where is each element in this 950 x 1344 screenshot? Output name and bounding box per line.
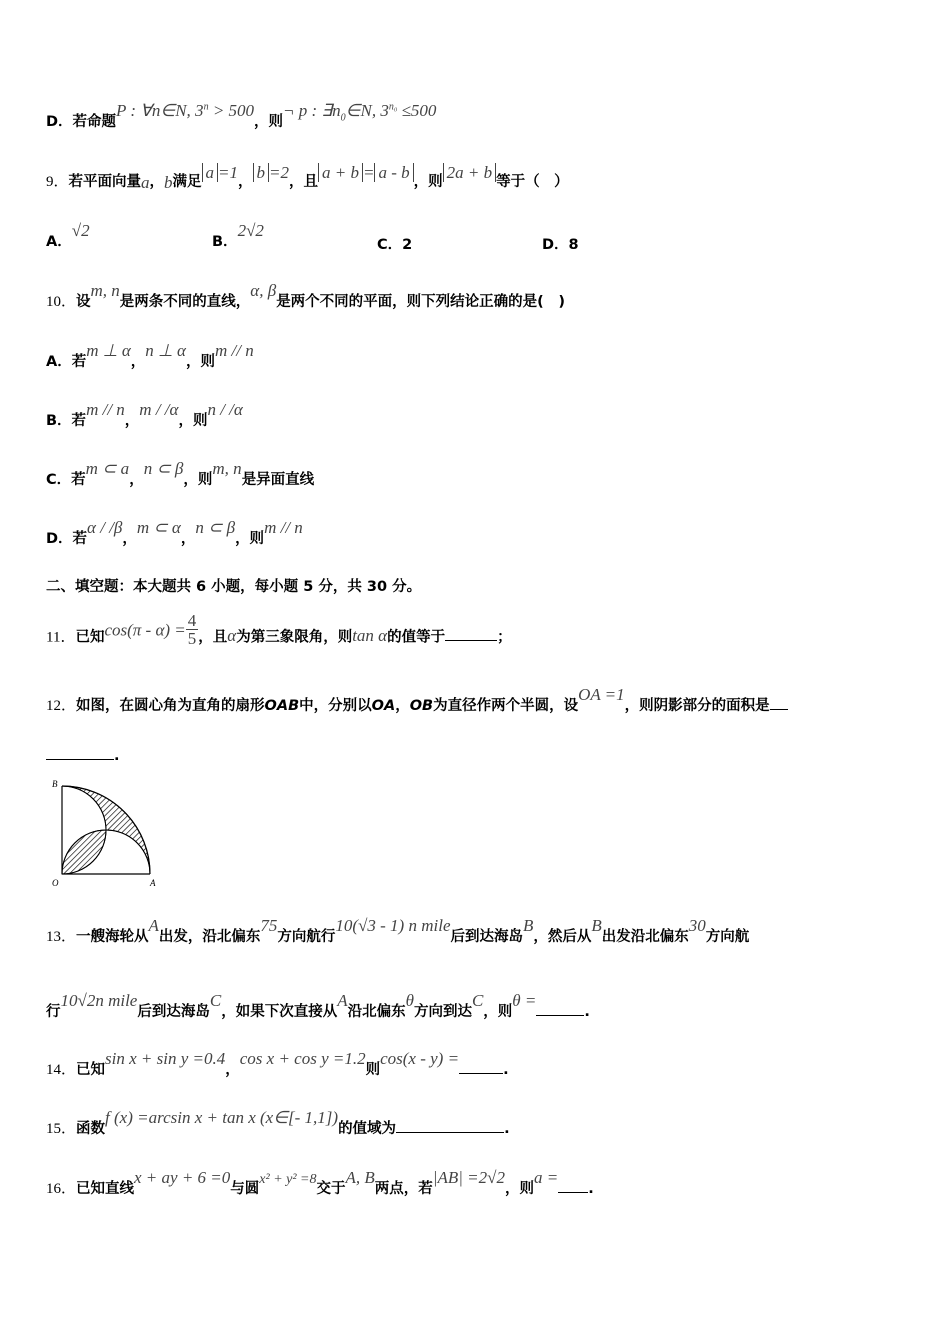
q10-option-b: B．若m // n，m / /α，则n / /α: [46, 400, 243, 429]
q12-line2: .: [46, 745, 120, 764]
q9-option-b: B．2√2: [212, 221, 264, 250]
q14-stem: 14．已知sin x + sin y =0.4，cos x + cos y =1.2则cos(x - y) =.: [46, 1049, 509, 1078]
q12-answer-blank-a: [770, 695, 788, 710]
q10-option-d: D．若α / /β，m ⊂ α，n ⊂ β，则m // n: [46, 518, 303, 547]
sector-figure: [48, 776, 164, 892]
q8d-math1: P : ∀n∈N, $3^n > 500$: [116, 101, 255, 120]
q10-stem: 10．设m, n是两条不同的直线，α, β是两个不同的平面，则下列结论正确的是( ): [46, 281, 565, 310]
q9-option-c: C．2: [377, 237, 413, 253]
q12-answer-blank-b: [46, 745, 114, 760]
q14-answer-blank: [459, 1059, 503, 1074]
q9-stem: 9．若平面向量a，b满足 a =1， b =2，且 a + b = a - b ，则 2a + b 等于（ ）: [46, 163, 569, 192]
q8d-label: D．若命题: [46, 114, 117, 130]
q13-answer-blank: [536, 1001, 584, 1016]
q15-answer-blank: [396, 1118, 504, 1133]
q8-option-d: D．若命题P : ∀n∈N, $3^n > 500$，则¬ p : $\exists n_0\in N$, $3^{n_0} \le 500$: [46, 101, 437, 130]
q13-line2: 行10√2n mile后到达海岛C，如果下次直接从A沿北偏东θ方向到达C，则θ =.: [46, 991, 590, 1020]
q10-option-c: C．若m ⊂ a，n ⊂ β，则m, n是异面直线: [46, 459, 315, 488]
q11-stem: 11．已知cos(π - α) = $\frac{4}{5}$ ，且α为第三象限角，则tan α的值等于 ；: [46, 611, 512, 648]
q12-stem: 12．如图，在圆心角为直角的扇形OAB中，分别以OA，OB为直径作两个半圆，设OA =1，则阴影部分的面积是: [46, 694, 788, 715]
section-heading: 二、填空题：本大题共 6 小题，每小题 5 分，共 30 分。: [46, 579, 422, 595]
q11-answer-blank: [445, 626, 497, 641]
q15-stem: 15．函数f (x) =arcsin x + tan x (x∈[- 1,1])的值域为 .: [46, 1108, 510, 1137]
q9-option-d: D．8: [542, 237, 579, 253]
label-a: A: [150, 878, 156, 888]
q13-stem: 13．一艘海轮从A出发，沿北偏东75方向航行10(√3 - 1) n mile后到达海岛B，然后从B出发沿北偏东30方向航: [46, 916, 750, 945]
label-b: B: [52, 779, 58, 789]
q8d-math2: ¬ p : $\exists n_0\in N$, $3^{n_0} \le 500$: [283, 101, 437, 124]
q16-answer-blank: [558, 1178, 588, 1193]
shaded-lens: [62, 830, 106, 874]
q9-option-a: A．√2: [46, 221, 90, 250]
q16-stem: 16．已知直线x + ay + 6 =0与圆x² + y² =8交于A, B两点，若|AB| =2√2，则a =.: [46, 1168, 594, 1197]
label-o: O: [52, 878, 59, 888]
q10-option-a: A．若m ⊥ α，n ⊥ α，则m // n: [46, 341, 254, 370]
